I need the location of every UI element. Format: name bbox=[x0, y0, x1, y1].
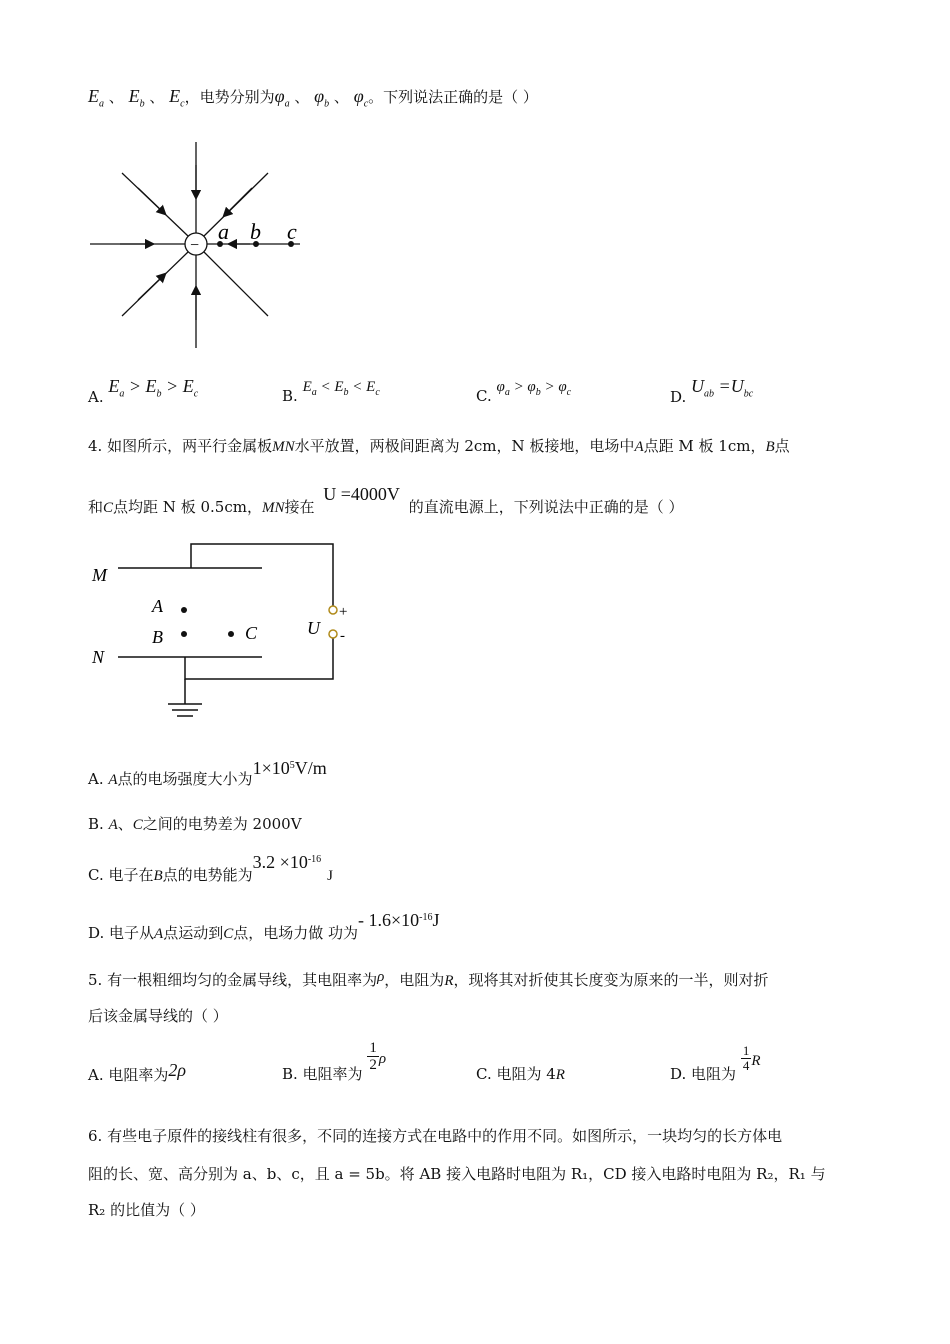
q4-point-b bbox=[181, 631, 187, 637]
q4-label-c: C bbox=[245, 623, 258, 643]
q3-charge-sign: − bbox=[190, 237, 200, 254]
q6-stem-line1: 6. 有些电子原件的接线柱有很多，不同的连接方式在电路中的作用不同。如图所示，一块均匀的长方体电 bbox=[88, 1127, 783, 1145]
q4-stem-line2: 和C点均距 N 板 0.5cm，MN接在 U =4000V 的直流电源上，下列说法中正确的是（ ） bbox=[88, 484, 684, 516]
q5-option-c: C. 电阻为 4R bbox=[476, 1065, 565, 1083]
q3-option-c: C. $\varphi_a > \varphi_b > \varphi_c$ bbox=[476, 379, 572, 405]
q4-option-a: A. A点的电场强度大小为$1\times 10^5V/m$ bbox=[88, 758, 327, 788]
q6-stem-line2: 阻的长、宽、高分别为 a、b、c，且 a = 5b。将 AB 接入电路时电阻为 R₁，CD 接入电路时电阻为 R₂，R₁ 与 bbox=[88, 1165, 826, 1183]
q4-option-b: B. A、C之间的电势差为 2000V bbox=[88, 815, 302, 833]
q5-option-a: A. 电阻率为2ρ bbox=[88, 1060, 187, 1084]
q4-point-c bbox=[228, 631, 234, 637]
q4-label-m: M bbox=[92, 565, 107, 585]
q5-stem-line1: 5. 有一根粗细均匀的金属导线，其电阻率为ρ，电阻为R，现将其对折使其长度变为原来的一半，则对折 bbox=[88, 969, 769, 989]
q6-stem-line3: R₂ 的比值为（ ） bbox=[88, 1201, 205, 1219]
q4-label-n: N bbox=[92, 647, 105, 667]
q3-label-c: c bbox=[287, 219, 297, 244]
q4-label-u: U bbox=[307, 618, 320, 638]
q4-point-a bbox=[181, 607, 187, 613]
q3-option-a: A. $E_a > E_b > E_c$ bbox=[88, 376, 199, 406]
q4-stem-line1: 4. 如图所示，两平行金属板MN水平放置，两极间距离为 2cm，N 板接地，电场中A点距 M 板 1cm，B点 bbox=[88, 437, 790, 455]
q4-label-b: B bbox=[152, 627, 163, 647]
q3-option-b: B. $E_a < E_b < E_c$ bbox=[282, 379, 380, 405]
q3-stem: $E_a$ 、 $E_b$ 、 $E_c$，电势分别为$\varphi_a$ 、 $\varphi_b$ 、 $\varphi_c$。下列说法正确的是（ ） bbox=[88, 86, 538, 110]
q4-label-plus: + bbox=[339, 604, 348, 620]
q4-option-d: D. 电子从A点运动到C点，电场力做 功为- $1.6\times 10^{-16}J$ bbox=[88, 910, 440, 942]
q3-label-b: b bbox=[250, 219, 261, 244]
q4-label-a: A bbox=[152, 596, 163, 616]
q4-label-minus: - bbox=[340, 628, 345, 644]
q5-option-b: B. 电阻率为 $\frac{1}{2}$ ρ bbox=[282, 1040, 387, 1083]
q3-label-a: a bbox=[218, 219, 229, 244]
q4-option-c: C. 电子在B点的电势能为$3.2 \times 10^{-16}J$ bbox=[88, 852, 334, 884]
q3-option-d: D. $U_{ab} =U_{bc}$ bbox=[670, 376, 754, 406]
q5-option-d: D. 电阻为 $\frac{1}{4}$ R bbox=[670, 1043, 761, 1083]
q5-stem-line2: 后该金属导线的（ ） bbox=[88, 1007, 228, 1025]
